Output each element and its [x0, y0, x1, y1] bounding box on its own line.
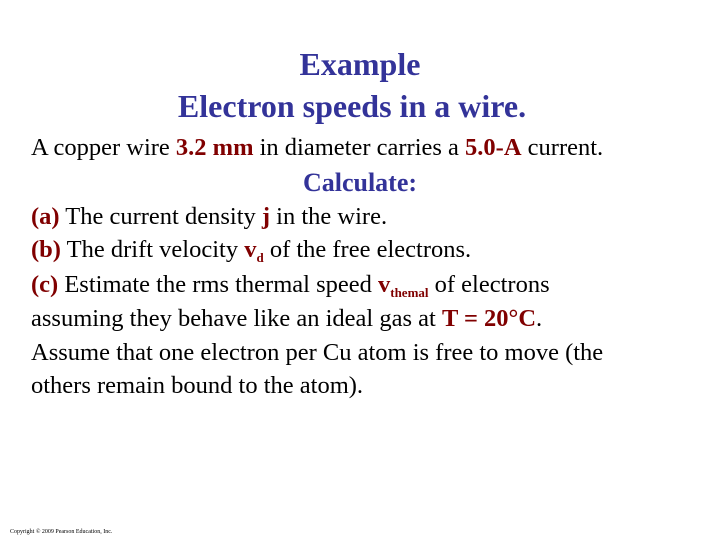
- current-density-symbol: j: [261, 203, 271, 230]
- part-c-line2-text-1: assuming they behave like an ideal gas at: [31, 305, 442, 332]
- calculate-heading: Calculate:: [302, 168, 418, 197]
- drift-velocity-symbol: v: [244, 236, 257, 263]
- wire-diameter: 3.2 mm: [175, 134, 254, 161]
- part-b-text-2: of the free electrons.: [263, 236, 472, 263]
- slide-subtitle: Electron speeds in a wire.: [177, 88, 527, 124]
- part-c-marker: (c): [31, 271, 59, 298]
- part-b-text-1: The drift velocity: [60, 236, 245, 263]
- part-c-line-2: [31, 304, 542, 334]
- assumption-line-1: Assume that one electron per Cu atom is free to move (the: [31, 339, 604, 366]
- part-a-line: [31, 202, 387, 232]
- intro-text-3: current.: [521, 134, 604, 161]
- part-a-text-2: in the wire.: [270, 203, 388, 230]
- part-c-text-1: Estimate the rms thermal speed: [58, 271, 378, 298]
- slide-title: Example: [299, 46, 421, 82]
- part-c-text-2: of electrons: [428, 271, 550, 298]
- part-b-line: [31, 235, 471, 273]
- part-b-marker: (b): [31, 236, 61, 263]
- thermal-speed-subscript: themal: [390, 285, 429, 300]
- copyright-notice: Copyright © 2009 Pearson Education, Inc.: [10, 529, 113, 535]
- assumption-line-2: others remain bound to the atom).: [31, 372, 364, 399]
- intro-text-1: A copper wire: [31, 134, 176, 161]
- intro-text-2: in diameter carries a: [253, 134, 466, 161]
- part-a-marker: (a): [31, 203, 60, 230]
- part-c-line-1: [31, 270, 550, 308]
- intro-line: [31, 133, 603, 163]
- part-c-line2-text-2: .: [536, 305, 543, 332]
- wire-current: 5.0-A: [465, 134, 522, 161]
- thermal-speed-symbol: v: [377, 271, 391, 298]
- temperature-value: T = 20°C: [441, 305, 537, 332]
- part-a-text-1: The current density: [59, 203, 262, 230]
- drift-velocity-subscript: d: [256, 250, 264, 265]
